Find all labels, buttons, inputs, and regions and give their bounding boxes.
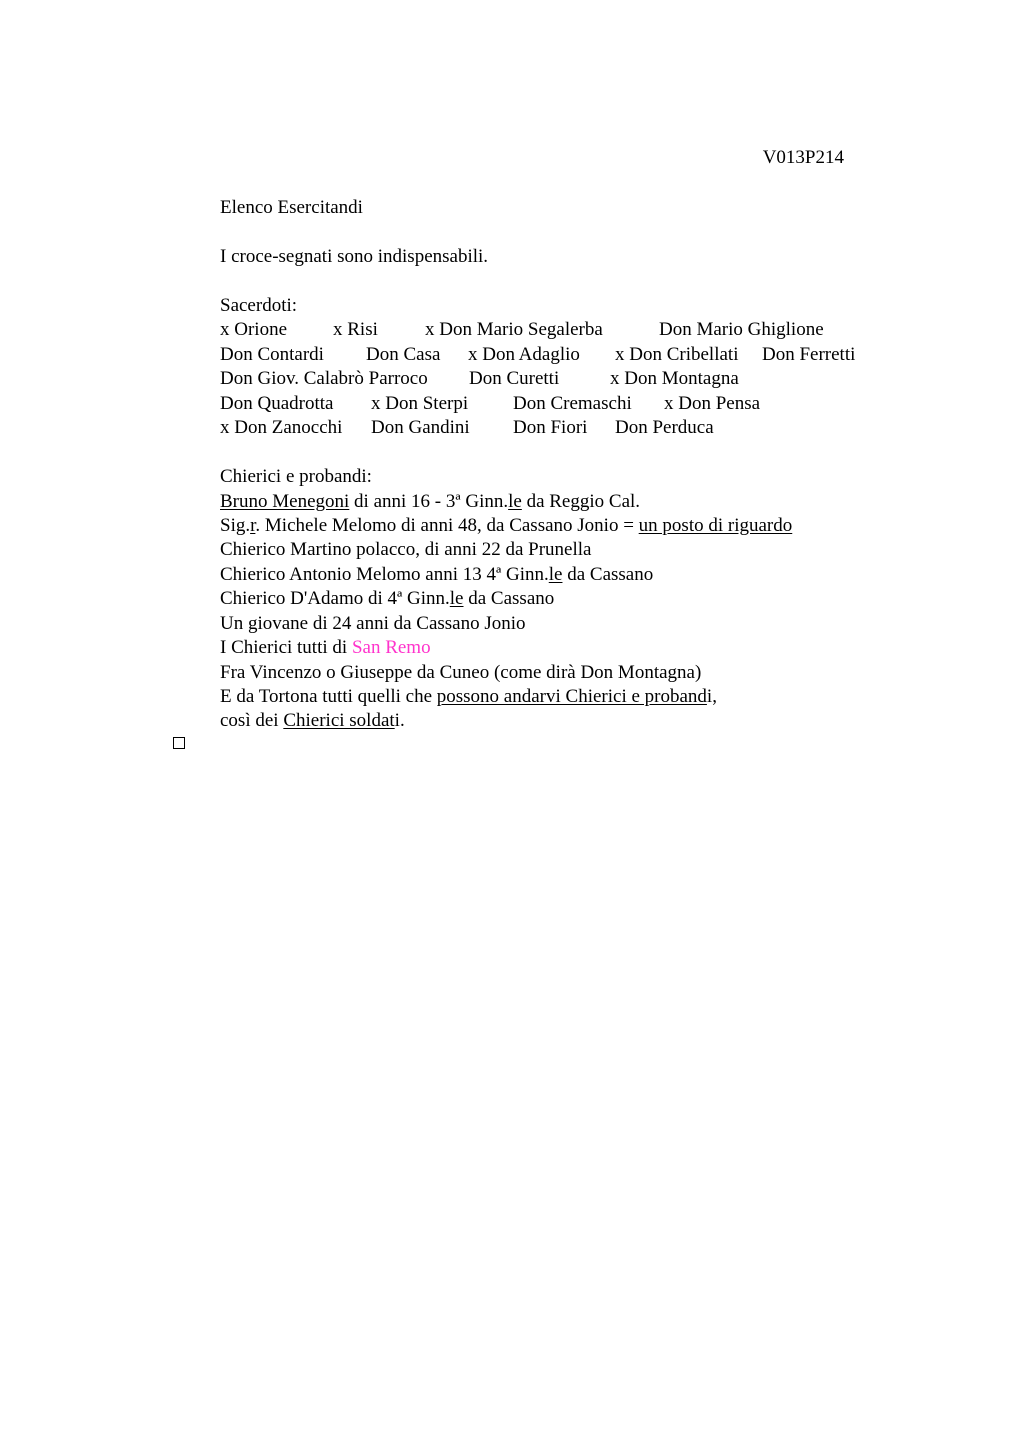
- note: I croce-segnati sono indispensabili.: [220, 246, 489, 267]
- text-span: di anni 16 - 3ª Ginn.: [349, 491, 509, 512]
- chierici-line-9: [220, 685, 717, 709]
- text-span: da Cassano: [562, 564, 654, 585]
- priest-name: Don Casa: [366, 344, 441, 365]
- priest-name: Don Cremaschi: [513, 393, 632, 414]
- text-span: i,: [706, 686, 717, 707]
- priest-name: Don Ferretti: [762, 344, 856, 365]
- priest-name: x Don Sterpi: [371, 393, 469, 414]
- text-span: I Chierici tutti di: [220, 637, 352, 658]
- priest-name: x Risi: [333, 319, 378, 340]
- chierici-line-5: [220, 587, 554, 611]
- chierici-line-10: [220, 709, 405, 733]
- document-title: Elenco Esercitandi: [220, 197, 363, 218]
- chierici-line-4: [220, 563, 653, 587]
- priest-name: x Orione: [220, 319, 288, 340]
- text-span: Chierico D'Adamo di 4ª Ginn.: [220, 588, 450, 609]
- chierici-line-8: Fra Vincenzo o Giuseppe da Cuneo (come dirà Don Montagna): [220, 662, 702, 683]
- underlined-phrase: possono andarvi Chierici e proband: [436, 686, 707, 707]
- underlined-name: Bruno Menegoni: [220, 491, 350, 512]
- priest-name: Don Fiori: [513, 417, 588, 438]
- chierici-heading: Chierici e probandi:: [220, 466, 372, 487]
- priest-name: x Don Mario Segalerba: [425, 319, 603, 340]
- text-span: Chierico Antonio Melomo anni 13 4ª Ginn.: [220, 564, 549, 585]
- chierici-line-6: Un giovane di 24 anni da Cassano Jonio: [220, 613, 526, 634]
- sacerdoti-heading: Sacerdoti:: [220, 295, 298, 316]
- chierici-line-2: [220, 514, 792, 538]
- priest-name: x Don Cribellati: [615, 344, 739, 365]
- highlighted-place: San Remo: [351, 637, 431, 658]
- priest-name: Don Gandini: [371, 417, 470, 438]
- page-code: V013P214: [762, 147, 844, 168]
- priest-name: x Don Adaglio: [468, 344, 580, 365]
- underlined-phrase: Chierici soldat: [283, 710, 395, 731]
- text-span: E da Tortona tutti quelli che: [220, 686, 437, 707]
- text-span: da Cassano: [463, 588, 555, 609]
- priest-name: Don Mario Ghiglione: [659, 319, 824, 340]
- priest-name: Don Giov. Calabrò Parroco: [220, 368, 428, 389]
- underlined-abbrev: r: [250, 515, 256, 536]
- priest-name: Don Contardi: [220, 344, 324, 365]
- text-span: così dei: [220, 710, 284, 731]
- checkbox-square-icon: [173, 737, 185, 749]
- chierici-line-1: [220, 490, 640, 514]
- priest-name: Don Curetti: [469, 368, 560, 389]
- priest-name: x Don Zanocchi: [220, 417, 343, 438]
- text-span: Sig.: [220, 515, 251, 536]
- chierici-line-3: Chierico Martino polacco, di anni 22 da Prunella: [220, 539, 592, 560]
- underlined-abbrev: le: [548, 564, 563, 585]
- priest-name: x Don Montagna: [610, 368, 739, 389]
- underlined-abbrev: le: [508, 491, 522, 512]
- text-span: da Reggio Cal.: [521, 491, 641, 512]
- text-span: i.: [394, 710, 405, 731]
- priest-name: Don Quadrotta: [220, 393, 334, 414]
- underlined-phrase: un posto di riguardo: [638, 515, 793, 536]
- priest-name: x Don Pensa: [664, 393, 761, 414]
- priest-name: Don Perduca: [615, 417, 714, 438]
- chierici-line-7: [220, 636, 431, 660]
- underlined-abbrev: le: [449, 588, 464, 609]
- text-span: . Michele Melomo di anni 48, da Cassano Jonio =: [255, 515, 639, 536]
